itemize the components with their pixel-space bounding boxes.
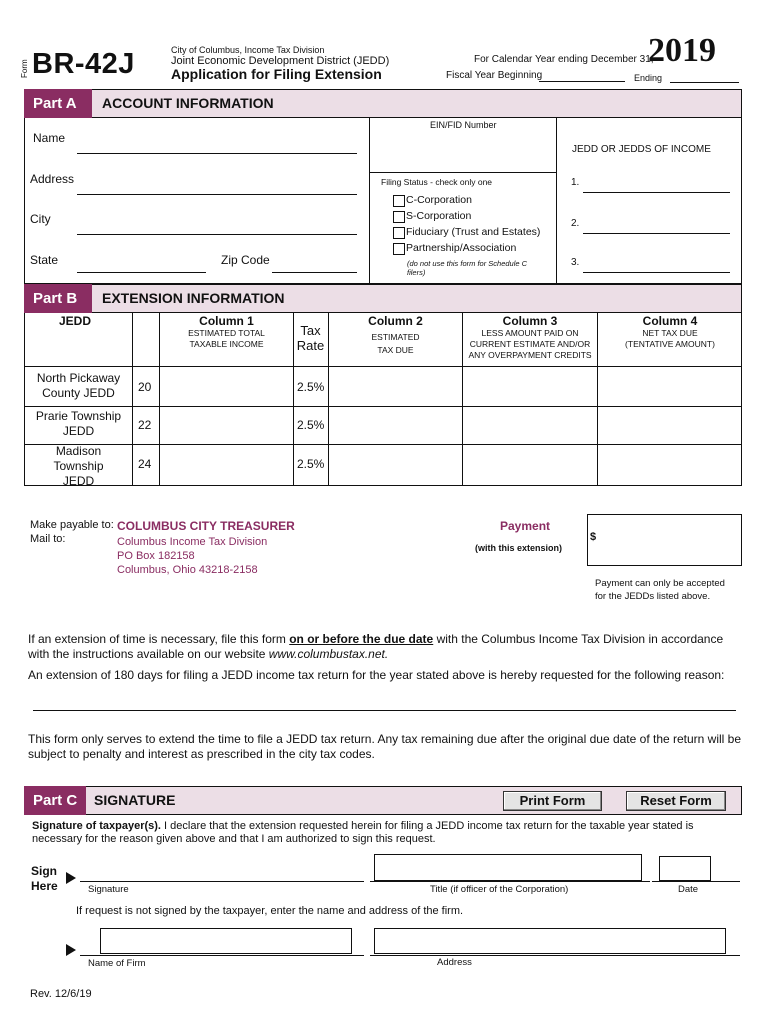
net-tax-due-field[interactable]	[598, 445, 742, 485]
tax-rate-value: 2.5%	[297, 457, 325, 471]
notice-text: subject to penalty and interest as prescribed in the city tax codes.	[28, 747, 375, 761]
ein-label: EIN/FID Number	[430, 120, 497, 130]
jedd-name-line: County JEDD	[42, 386, 115, 400]
estimated-income-field[interactable]	[160, 407, 293, 444]
column-3-sub-1: LESS AMOUNT PAID ON	[481, 328, 579, 338]
declaration-paragraph	[32, 820, 744, 846]
payment-label: Payment	[500, 519, 551, 533]
column-4-sub-1: NET TAX DUE	[642, 328, 698, 338]
jedd-code: 24	[138, 457, 152, 471]
notice-paragraph	[28, 732, 748, 762]
zip-field[interactable]	[272, 272, 357, 273]
request-text: An extension of 180 days for filing a JEDD income tax return for the year stated above is hereby requested for the following reason:	[28, 668, 725, 682]
mail-address-3: Columbus, Ohio 43218-2158	[117, 564, 258, 576]
print-form-button[interactable]: Print Form	[503, 791, 602, 811]
jedd-field-1[interactable]	[583, 192, 730, 193]
state-label: State	[30, 253, 59, 267]
fiduciary-label: Fiduciary (Trust and Estates)	[406, 226, 541, 238]
instructions-paragraph	[28, 632, 748, 662]
declaration-text: I declare that the extension requested herein for filing a JEDD income tax return for the taxable year stated is	[160, 820, 694, 832]
jedd-name-line: Township	[53, 459, 104, 473]
instructions-text: with the instructions available on our website	[28, 647, 269, 661]
payee-name: COLUMBUS CITY TREASURER	[117, 519, 295, 533]
firm-address-label: Address	[437, 957, 472, 968]
declaration-bold: Signature of taxpayer(s).	[32, 820, 161, 832]
agency-line-2: Joint Economic Development District (JEDD)	[171, 55, 390, 67]
part-b-bar	[24, 284, 742, 313]
part-a-tag: Part A	[24, 89, 92, 118]
part-c-title: SIGNATURE	[94, 792, 176, 808]
column-3-sub-2: CURRENT ESTIMATE AND/OR	[469, 339, 591, 349]
website-link[interactable]: www.columbustax.net.	[268, 647, 389, 661]
partnership-label: Partnership/Association	[406, 242, 517, 254]
date-label: Date	[678, 884, 699, 895]
tax-rate-value: 2.5%	[297, 418, 325, 432]
fiscal-year-label: Fiscal Year Beginning	[446, 70, 543, 81]
firm-note: If request is not signed by the taxpayer, enter the name and address of the firm.	[76, 905, 464, 917]
form-label: Form	[20, 59, 29, 78]
jedd-name-line: Prarie Township	[35, 409, 122, 423]
jedd-row-name	[25, 371, 132, 401]
zip-label: Zip Code	[221, 253, 270, 267]
column-4-header	[598, 314, 742, 350]
due-date-emphasis: on or before the due date	[289, 632, 434, 646]
title-label: Title (if officer of the Corporation)	[430, 884, 569, 895]
jedd-name-line: Madison	[55, 444, 102, 458]
ending-label: Ending	[634, 73, 663, 83]
estimated-tax-field[interactable]	[329, 407, 462, 444]
state-field[interactable]	[77, 272, 206, 273]
revision-date: Rev. 12/6/19	[30, 988, 92, 1000]
column-2-title: Column 2	[368, 314, 423, 328]
tax-rate-line-2: Rate	[296, 338, 325, 353]
firm-address-underline	[370, 955, 740, 956]
estimated-income-field[interactable]	[160, 445, 293, 485]
amount-paid-field[interactable]	[463, 367, 597, 406]
sign-arrow-icon	[66, 872, 76, 884]
payment-note-1: Payment can only be accepted	[595, 578, 725, 589]
amount-paid-field[interactable]	[463, 407, 597, 444]
column-2-sub-1: ESTIMATED	[371, 332, 420, 342]
column-1-sub-1: ESTIMATED TOTAL	[188, 328, 265, 338]
form-title: Application for Filing Extension	[171, 66, 382, 82]
instructions-text: with the Columbus Income Tax Division in accordance	[433, 632, 724, 646]
mail-label: Mail to:	[30, 533, 66, 545]
jedd-row-name	[25, 444, 132, 485]
jedd-name-line: JEDD	[62, 474, 95, 485]
column-3-sub-3: ANY OVERPAYMENT CREDITS	[468, 350, 592, 360]
firm-name-label: Name of Firm	[88, 958, 146, 969]
jedd-number-2: 2.	[571, 218, 580, 229]
firm-name-underline	[80, 955, 364, 956]
part-c-tag: Part C	[24, 786, 86, 815]
jedd-number-3: 3.	[571, 257, 580, 268]
jedd-name-line: North Pickaway	[36, 371, 121, 385]
jedd-name-line: JEDD	[62, 424, 95, 438]
city-field[interactable]	[77, 234, 357, 235]
reason-field[interactable]	[33, 710, 736, 711]
city-label: City	[30, 212, 51, 226]
part-b-title: EXTENSION INFORMATION	[102, 290, 285, 306]
s-corp-label: S-Corporation	[406, 210, 472, 222]
part-a-title: ACCOUNT INFORMATION	[102, 95, 274, 111]
estimated-tax-field[interactable]	[329, 367, 462, 406]
title-underline	[370, 881, 650, 882]
firm-address-field[interactable]	[374, 928, 726, 954]
notice-text: This form only serves to extend the time to file a JEDD tax return. Any tax remaining due after the original due date of the return will be	[28, 732, 742, 746]
title-field[interactable]	[374, 854, 642, 881]
address-label: Address	[30, 172, 75, 186]
column-1-title: Column 1	[199, 314, 254, 328]
jedd-income-label: JEDD OR JEDDS OF INCOME	[572, 144, 711, 155]
column-1-header	[160, 314, 293, 350]
part-a-frame	[24, 118, 742, 284]
column-1-sub-2: TAXABLE INCOME	[189, 339, 264, 349]
payment-sub-label: (with this extension)	[475, 543, 563, 553]
mail-address-2: PO Box 182158	[117, 550, 195, 562]
filing-status-label: Filing Status - check only one	[381, 177, 493, 187]
tax-rate-value: 2.5%	[297, 380, 325, 394]
column-3-header	[463, 314, 597, 361]
fiscal-year-end-field[interactable]	[670, 82, 739, 83]
part-a-ein-divider	[369, 172, 556, 173]
signature-field[interactable]	[80, 881, 364, 882]
jedd-number-1: 1.	[571, 177, 580, 188]
part-b-tag: Part B	[24, 284, 92, 313]
column-2-sub-2: TAX DUE	[377, 345, 414, 355]
jedd-code: 22	[138, 418, 152, 432]
sign-here-line: Here	[31, 879, 58, 893]
agency-line-1: City of Columbus, Income Tax Division	[171, 45, 325, 55]
sign-here-line: Sign	[31, 864, 57, 878]
payable-label: Make payable to:	[30, 519, 114, 531]
part-a-divider-2	[556, 118, 557, 284]
part-a-divider-1	[369, 118, 370, 284]
column-2-header	[329, 314, 462, 356]
estimated-income-field[interactable]	[160, 367, 293, 406]
jedd-field-3[interactable]	[583, 272, 730, 273]
declaration-text: necessary for the reason given above and that I am authorized to sign this request.	[32, 833, 436, 845]
signature-label: Signature	[88, 884, 129, 895]
estimated-tax-field[interactable]	[329, 445, 462, 485]
fiduciary-checkbox[interactable]	[393, 227, 405, 239]
tax-rate-line-1: Tax	[300, 323, 321, 338]
tax-year: 2019	[648, 32, 716, 69]
s-corp-checkbox[interactable]	[393, 211, 405, 223]
filing-note-2: filers)	[407, 268, 426, 277]
net-tax-due-field[interactable]	[598, 367, 742, 406]
firm-arrow-icon	[66, 944, 76, 956]
jedd-field-2[interactable]	[583, 233, 730, 234]
currency-symbol: $	[590, 531, 597, 543]
payment-amount-field[interactable]	[587, 514, 742, 566]
c-corp-checkbox[interactable]	[393, 195, 405, 207]
date-underline	[652, 881, 740, 882]
address-field[interactable]	[77, 194, 357, 195]
jedd-column-header: JEDD	[59, 314, 92, 328]
jedd-row-name	[25, 409, 132, 439]
sign-here-label	[31, 864, 58, 894]
part-a-bar	[24, 89, 742, 118]
name-label: Name	[33, 131, 66, 145]
filing-note-1: (do not use this form for Schedule C	[407, 259, 528, 268]
calendar-year-text: For Calendar Year ending December 31,	[474, 54, 654, 65]
part-b-col-divider	[132, 313, 133, 486]
column-4-sub-2: (TENTATIVE AMOUNT)	[625, 339, 715, 349]
tax-rate-header	[293, 323, 328, 353]
reset-form-button[interactable]: Reset Form	[626, 791, 726, 811]
date-field[interactable]	[659, 856, 711, 881]
firm-name-field[interactable]	[100, 928, 352, 954]
amount-paid-field[interactable]	[463, 445, 597, 485]
net-tax-due-field[interactable]	[598, 407, 742, 444]
instructions-text: If an extension of time is necessary, file this form	[28, 632, 290, 646]
partnership-checkbox[interactable]	[393, 243, 405, 255]
column-3-title: Column 3	[502, 314, 558, 328]
mail-address-1: Columbus Income Tax Division	[117, 536, 268, 548]
fiscal-year-begin-field[interactable]	[539, 81, 625, 82]
name-field[interactable]	[77, 153, 357, 154]
column-4-title: Column 4	[642, 314, 698, 328]
payment-note-2: for the JEDDs listed above.	[595, 591, 711, 602]
c-corp-label: C-Corporation	[406, 194, 472, 206]
jedd-code: 20	[138, 380, 152, 394]
form-number: BR-42J	[32, 48, 135, 80]
